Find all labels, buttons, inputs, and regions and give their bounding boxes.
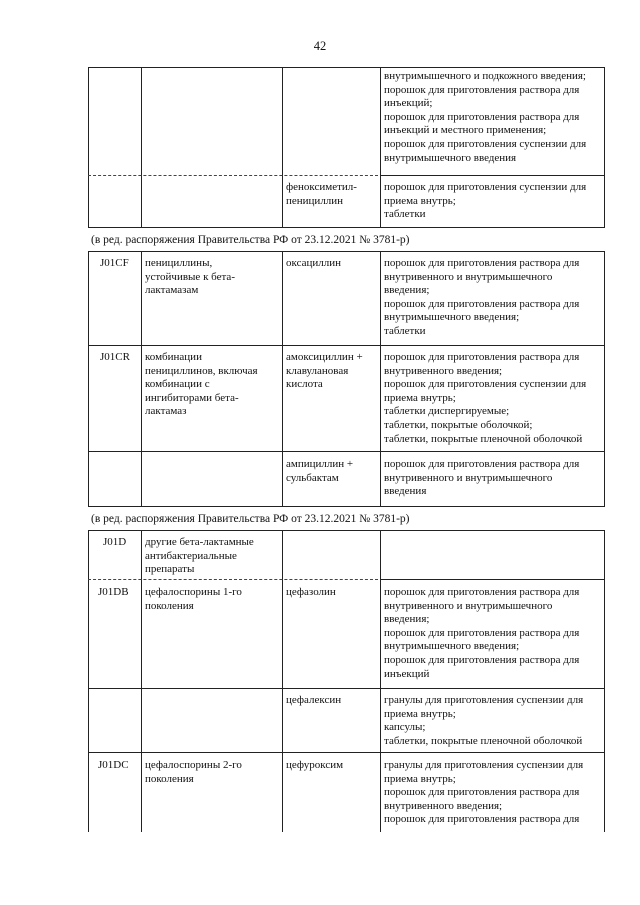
dosage-form-cell: внутримышечного и подкожного введения; порошок для приготовления раствора для инъекций; порошок для приготовления раствора для инъекций и местного применения; порошок для приготовления суспензии для внутримышечного введения <box>384 70 587 164</box>
dosage-form-cell: гранулы для приготовления суспензии для приема внутрь; капсулы; таблетки, покрытые пленочной оболочкой <box>384 694 584 747</box>
atc-code-cell: J01CR <box>100 351 130 363</box>
amendment-note: (в ред. распоряжения Правительства РФ от 23.12.2021 № 3781-р) <box>91 513 410 525</box>
drug-name-cell: цефалексин <box>286 694 342 706</box>
drug-name-cell: ампициллин + сульбактам <box>286 458 354 484</box>
group-name-cell: цефалоспорины 2-го поколения <box>145 759 242 785</box>
drug-name-cell: цефазолин <box>286 586 336 598</box>
dosage-form-cell: порошок для приготовления раствора для внутривенного и внутримышечного введения; порошок для приготовления раствора для внутримышечного введения; порошок для приготовления раствора для инъекций <box>384 586 580 680</box>
atc-code-cell: J01DC <box>98 759 129 771</box>
dosage-form-cell: гранулы для приготовления суспензии для приема внутрь; порошок для приготовления раствора для внутривенного введения; порошок для приготовления раствора для <box>384 759 584 826</box>
drug-name-cell: феноксиметил- пенициллин <box>286 181 357 207</box>
group-name-cell: цефалоспорины 1-го поколения <box>145 586 242 612</box>
atc-code-cell: J01CF <box>100 257 129 269</box>
dosage-form-cell: порошок для приготовления раствора для внутривенного введения; порошок для приготовления суспензии для приема внутрь; таблетки диспергируемые; таблетки, покрытые оболочкой; таблетки, покрытые пленочной оболочкой <box>384 351 587 445</box>
dosage-form-cell: порошок для приготовления суспензии для приема внутрь; таблетки <box>384 181 587 221</box>
drug-name-cell: амоксициллин + клавулановая кислота <box>286 351 363 391</box>
atc-code-cell: J01DB <box>98 586 129 598</box>
group-name-cell: другие бета-лактамные антибактериальные препараты <box>145 536 254 576</box>
amendment-note: (в ред. распоряжения Правительства РФ от 23.12.2021 № 3781-р) <box>91 234 410 246</box>
drug-name-cell: оксациллин <box>286 257 341 269</box>
dosage-form-cell: порошок для приготовления раствора для внутривенного и внутримышечного введения <box>384 458 580 498</box>
drug-name-cell: цефуроксим <box>286 759 344 771</box>
dosage-form-cell: порошок для приготовления раствора для внутривенного и внутримышечного введения; порошок для приготовления раствора для внутримышечного введения; таблетки <box>384 257 580 337</box>
group-name-cell: пенициллины, устойчивые к бета- лактамазам <box>145 257 235 297</box>
page-number: 42 <box>313 39 327 53</box>
group-name-cell: комбинации пенициллинов, включая комбинации с ингибиторами бета- лактамаз <box>145 351 258 418</box>
atc-code-cell: J01D <box>103 536 127 548</box>
